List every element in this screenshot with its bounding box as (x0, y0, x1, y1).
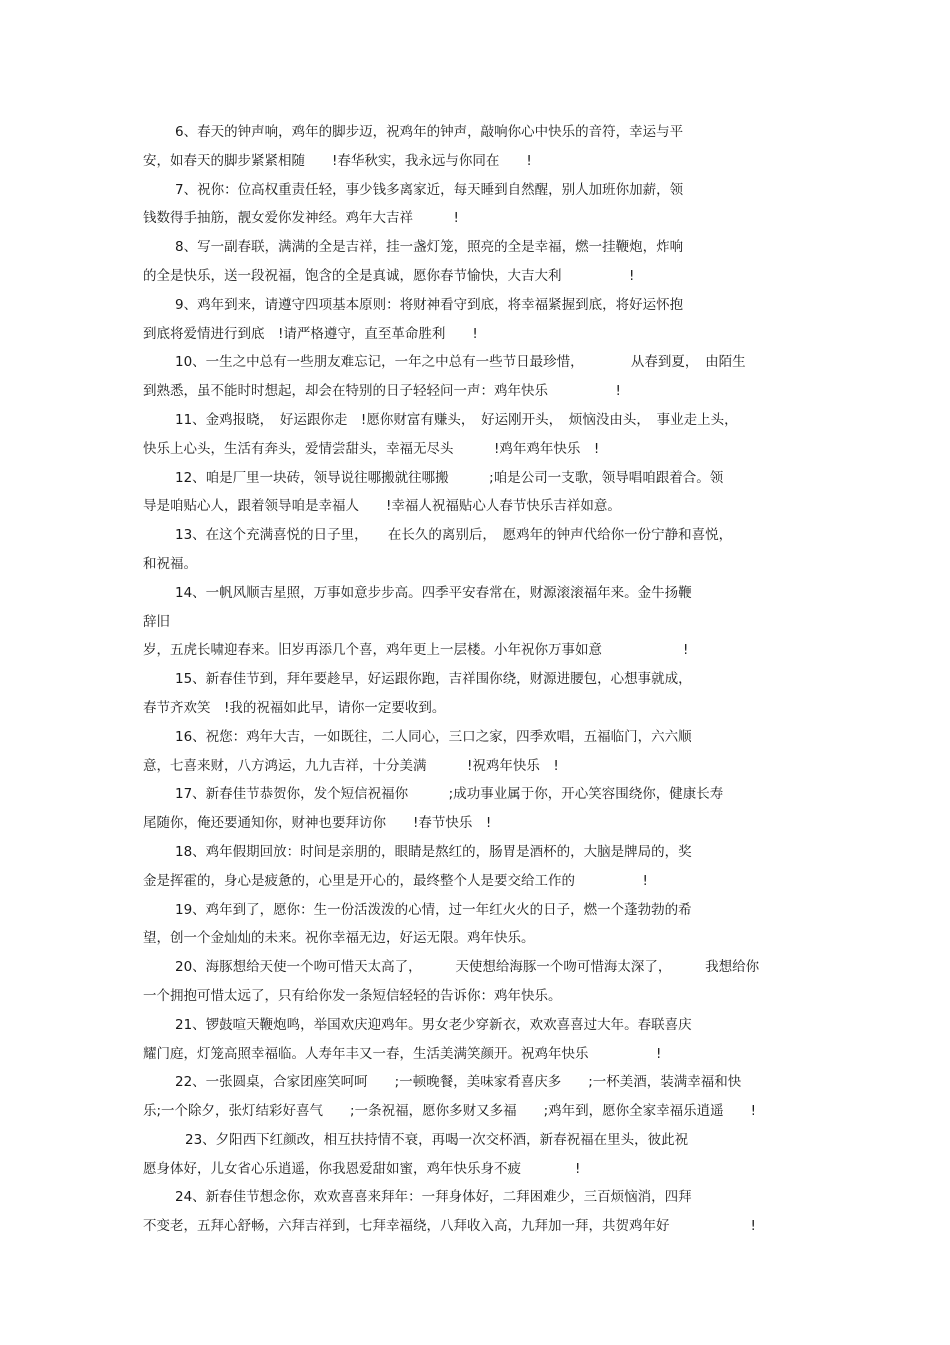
greeting-paragraph (143, 1183, 808, 1241)
paragraph-first-line: 14、一帆风顺吉星照，万事如意步步高。四季平安春常在，财源滚滚福年来。金牛扬鞭 (175, 584, 692, 601)
greeting-paragraph (143, 723, 808, 781)
paragraph-first-line: 24、新春佳节想念你，欢欢喜喜来拜年：一拜身体好，二拜困难少，三百烦恼消，四拜 (175, 1189, 692, 1206)
paragraph-line: 到底将爱情进行到底 !请严格遵守，直至革命胜利 ! (143, 325, 478, 342)
paragraph-first-line: 20、海豚想给天使一个吻可惜天太高了， 天使想给海豚一个吻可惜海太深了， 我想给你 (175, 959, 760, 976)
paragraph-line: 钱数得手抽筋，靓女爱你发神经。鸡年大吉祥 ! (143, 210, 459, 227)
greeting-paragraph (143, 953, 808, 1011)
paragraph-first-line: 18、鸡年假期回放：时间是亲朋的，眼睛是熬红的，肠胃是酒杯的，大脑是牌局的，奖 (175, 843, 692, 860)
paragraph-line: 金是挥霍的，身心是疲惫的，心里是开心的，最终整个人是要交给工作的 ! (143, 872, 648, 889)
greeting-paragraph (143, 665, 808, 723)
paragraph-first-line: 12、咱是厂里一块砖，领导说往哪搬就往哪搬 ;咱是公司一支歌，领导唱咱跟着合。领 (175, 469, 724, 486)
paragraph-line: 愿身体好，儿女省心乐逍遥，你我恩爱甜如蜜，鸡年快乐身不疲 ! (143, 1160, 581, 1177)
paragraph-line: 望，创一个金灿灿的未来。祝你幸福无边，好运无限。鸡年快乐。 (143, 930, 535, 947)
greeting-paragraph (143, 233, 808, 291)
paragraph-line: 意，七喜来财，八方鸿运，九九吉祥，十分美满 !祝鸡年快乐 ! (143, 757, 559, 774)
paragraph-first-line: 10、一生之中总有一些朋友难忘记，一年之中总有一些节日最珍惜， 从春到夏， 由陌生 (175, 354, 746, 371)
paragraph-line: 导是咱贴心人，跟着领导咱是幸福人 !幸福人祝福贴心人春节快乐吉祥如意。 (143, 498, 621, 515)
greeting-paragraph (143, 780, 808, 838)
paragraph-first-line: 22、一张圆桌，合家团座笑呵呵 ;一顿晚餐，美味家肴喜庆多 ;一杯美酒，装满幸福和快 (175, 1074, 742, 1091)
paragraph-first-line: 23、夕阳西下红颜改，相互扶持情不衰，再喝一次交杯酒，新春祝福在里头，彼此祝 (185, 1131, 689, 1148)
paragraph-first-line: 21、锣鼓喧天鞭炮鸣，举国欢庆迎鸡年。男女老少穿新衣，欢欢喜喜过大年。春联喜庆 (175, 1016, 692, 1033)
paragraph-line: 和祝福。 (143, 555, 197, 572)
paragraph-first-line: 6、春天的钟声响，鸡年的脚步迈，祝鸡年的钟声，敲响你心中快乐的音符，幸运与平 (175, 124, 684, 140)
paragraph-first-line: 15、新春佳节到，拜年要趁早，好运跟你跑，吉祥围你绕，财源进腰包，心想事就成， (175, 671, 692, 688)
paragraph-first-line: 16、祝您：鸡年大吉，一如既往，二人同心，三口之家，四季欢唱，五福临门，六六顺 (175, 728, 692, 745)
paragraph-line: 春节齐欢笑 !我的祝福如此早，请你一定要收到。 (143, 699, 446, 716)
paragraph-line: 快乐上心头，生活有奔头，爱情尝甜头，幸福无尽头 !鸡年鸡年快乐 ! (143, 440, 600, 457)
greeting-paragraph (143, 176, 808, 234)
paragraph-line: 耀门庭，灯笼高照幸福临。人寿年丰又一春，生活美满笑颜开。祝鸡年快乐 ! (143, 1045, 662, 1062)
paragraph-first-line: 11、金鸡报晓， 好运跟你走 !愿你财富有赚头， 好运刚开头， 烦恼没由头， 事业走上头， (175, 411, 738, 428)
greeting-paragraph (143, 521, 808, 579)
paragraph-line: 尾随你，俺还要通知你，财神也要拜访你 !春节快乐 ! (143, 815, 492, 832)
paragraph-line: 到熟悉，虽不能时时想起，却会在特别的日子轻轻问一声：鸡年快乐 ! (143, 383, 621, 400)
paragraph-first-line: 8、写一副春联，满满的全是吉祥，挂一盏灯笼，照亮的全是幸福，燃一挂鞭炮，炸响 (175, 239, 684, 256)
greeting-paragraph (143, 406, 808, 464)
greeting-paragraph (143, 1126, 808, 1184)
greeting-paragraph (143, 348, 808, 406)
greeting-paragraph (143, 464, 808, 522)
paragraph-first-line: 17、新春佳节恭贺你，发个短信祝福你 ;成功事业属于你，开心笑容围绕你，健康长寿 (175, 786, 724, 803)
greetings-text-body (143, 118, 808, 1241)
paragraph-line: 乐;一个除夕，张灯结彩好喜气 ;一条祝福，愿你多财又多福 ;鸡年到，愿你全家幸福乐逍遥 ! (143, 1103, 757, 1120)
greeting-paragraph (143, 896, 808, 954)
paragraph-line: 安，如春天的脚步紧紧相随 !春华秋实，我永远与你同在 ! (143, 152, 532, 169)
paragraph-line: 辞旧 (143, 613, 170, 630)
paragraph-line: 不变老，五拜心舒畅，六拜吉祥到，七拜幸福绕，八拜收入高，九拜加一拜，共贺鸡年好 ! (143, 1218, 756, 1235)
paragraph-line: 岁，五虎长啸迎春来。旧岁再添几个喜，鸡年更上一层楼。小年祝你万事如意 ! (143, 642, 689, 659)
greeting-paragraph (143, 579, 808, 665)
paragraph-first-line: 13、在这个充满喜悦的日子里， 在长久的离别后， 愿鸡年的钟声代给你一份宁静和喜悦， (175, 527, 733, 544)
paragraph-first-line: 19、鸡年到了，愿你：生一份活泼泼的心情，过一年红火火的日子，燃一个蓬勃勃的希 (175, 901, 692, 918)
paragraph-line: 一个拥抱可惜太远了，只有给你发一条短信轻轻的告诉你：鸡年快乐。 (143, 987, 562, 1004)
greeting-paragraph (143, 1068, 808, 1126)
paragraph-line: 的全是快乐，送一段祝福，饱含的全是真诚，愿你春节愉快，大吉大利 ! (143, 267, 635, 284)
greeting-paragraph (143, 1011, 808, 1069)
greeting-paragraph (143, 291, 808, 349)
greeting-paragraph (143, 118, 808, 176)
greeting-paragraph (143, 838, 808, 896)
paragraph-first-line: 7、祝你：位高权重责任轻，事少钱多离家近，每天睡到自然醒，别人加班你加薪，领 (175, 181, 684, 198)
paragraph-first-line: 9、鸡年到来，请遵守四项基本原则：将财神看守到底，将幸福紧握到底，将好运怀抱 (175, 296, 684, 313)
